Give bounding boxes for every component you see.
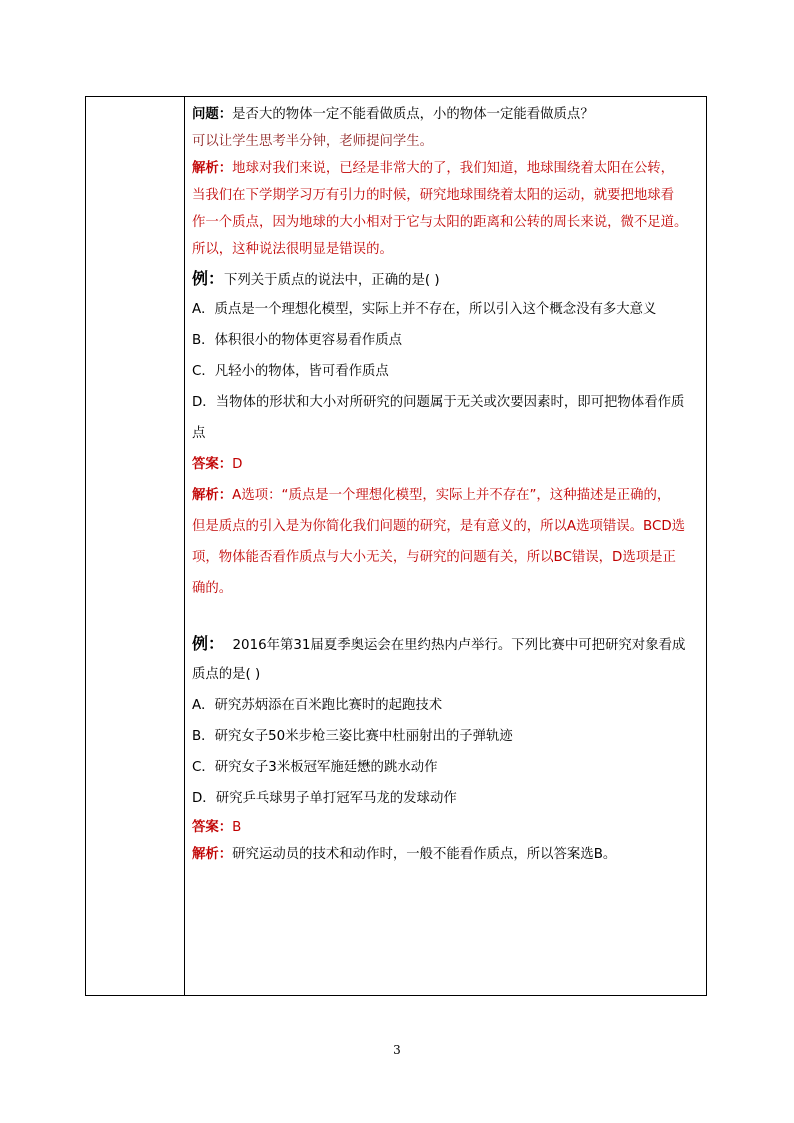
content-table [85,96,707,996]
example2-answer: 答案：B [192,820,242,835]
example1-analysis-2: 但是质点的引入是为你简化我们问题的研究，是有意义的，所以A选项错误。BCD选 [192,519,686,534]
example2-option-c: C．研究女子3米板冠军施廷懋的跳水动作 [192,760,438,775]
analysis1-line-3: 作一个质点，因为地球的大小相对于它与太阳的距离和公转的周长来说，微不足道。 [192,215,688,230]
page-number: 3 [393,1043,401,1057]
example1-analysis-3: 项，物体能否看作质点与大小无关，与研究的问题有关，所以BC错误，D选项是正 [192,550,676,565]
example2-stem-cont: 质点的是( ) [192,667,261,682]
question-label: 问题： [192,107,233,122]
example2-option-d: D．研究乒乓球男子单打冠军马龙的发球动作 [192,791,457,806]
example1-stem: 例：下列关于质点的说法中，正确的是( ) [192,269,440,288]
example2-option-b: B．研究女子50米步枪三姿比赛中杜丽射出的子弹轨迹 [192,729,513,744]
example2-stem: 例： 2016年第31届夏季奥运会在里约热内卢举行。下列比赛中可把研究对象看成 [192,634,686,653]
spacer [192,604,702,628]
example1-answer: 答案：D [192,457,243,472]
example2-option-a: A．研究苏炳添在百米跑比赛时的起跑技术 [192,698,443,713]
example1-option-d-cont: 点 [192,426,206,441]
example1-option-d: D．当物体的形状和大小对所研究的问题属于无关或次要因素时，即可把物体看作质 [192,395,685,410]
example1-option-a: A．质点是一个理想化模型，实际上并不存在，所以引入这个概念没有多大意义 [192,302,657,317]
table-left-column [86,97,185,995]
example2-analysis: 解析：研究运动员的技术和动作时，一般不能看作质点，所以答案选B。 [192,847,617,862]
example1-option-c: C．凡轻小的物体，皆可看作质点 [192,364,389,379]
example1-analysis-4: 确的。 [192,581,233,596]
example1-analysis-1: 解析：A选项：“质点是一个理想化模型，实际上并不存在”，这种描述是正确的， [192,488,671,503]
table-content-cell [192,101,702,868]
analysis1-line-4: 所以，这种说法很明显是错误的。 [192,242,393,257]
teacher-note: 可以让学生思考半分钟，老师提问学生。 [192,134,434,149]
analysis1-line-2: 当我们在下学期学习万有引力的时候，研究地球围绕着太阳的运动，就要把地球看 [192,188,675,203]
question-text: 是否大的物体一定不能看做质点，小的物体一定能看做质点？ [232,107,594,122]
example1-option-b: B．体积很小的物体更容易看作质点 [192,333,403,348]
analysis1-line-1: 解析：地球对我们来说，已经是非常大的了，我们知道，地球围绕着太阳在公转， [192,161,675,176]
question-line [192,101,702,128]
